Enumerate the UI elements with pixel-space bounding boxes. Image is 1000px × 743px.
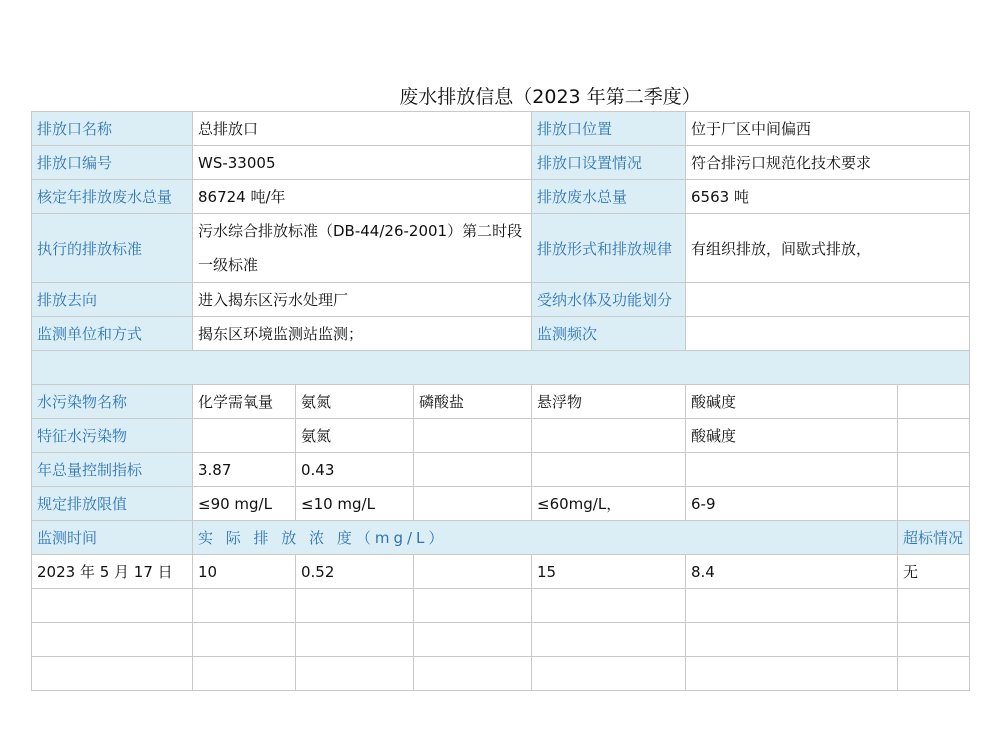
monitor-freq-value (686, 317, 970, 351)
characteristic-cell (193, 419, 296, 453)
pollutant-name-cell: 酸碱度 (686, 385, 898, 419)
pollutant-name-cell: 化学需氧量 (193, 385, 296, 419)
monitor-date-cell (32, 657, 193, 691)
monitor-unit-value: 揭东区环境监测站监测； (193, 317, 532, 351)
concentration-cell: 15 (532, 555, 686, 589)
monitor-date-cell: 2023 年 5 月 17 日 (32, 555, 193, 589)
limit-label: 规定排放限值 (32, 487, 193, 521)
characteristic-cell (414, 419, 532, 453)
discharge-mode-value: 有组织排放，间歇式排放， (686, 214, 970, 283)
concentration-cell (686, 657, 898, 691)
annual-quota-value: 86724 吨/年 (193, 180, 532, 214)
concentration-cell (414, 623, 532, 657)
exceed-cell (898, 623, 970, 657)
outlet-code-value: WS-33005 (193, 146, 532, 180)
characteristic-cell: 酸碱度 (686, 419, 898, 453)
standard-value: 污水综合排放标准（DB-44/26-2001）第二时段一级标准 (193, 214, 532, 283)
annual-control-cell (686, 453, 898, 487)
pollutant-name-cell: 氨氮 (296, 385, 414, 419)
concentration-cell: 8.4 (686, 555, 898, 589)
concentration-cell (686, 589, 898, 623)
annual-quota-label: 核定年排放废水总量 (32, 180, 193, 214)
characteristic-cell (898, 419, 970, 453)
characteristic-cell: 氨氮 (296, 419, 414, 453)
section-divider-row (32, 351, 970, 385)
monitor-date-cell (32, 623, 193, 657)
monitor-unit-label: 监测单位和方式 (32, 317, 193, 351)
outlet-name-value: 总排放口 (193, 112, 532, 146)
receiving-water-value (686, 283, 970, 317)
annual-control-cell: 3.87 (193, 453, 296, 487)
concentration-cell: 0.52 (296, 555, 414, 589)
pollutant-name-cell: 悬浮物 (532, 385, 686, 419)
table-row (32, 521, 970, 555)
annual-control-cell (532, 453, 686, 487)
limit-cell: ≤90 mg/L (193, 487, 296, 521)
table-row (32, 589, 970, 623)
section-divider (32, 351, 970, 385)
annual-control-label: 年总量控制指标 (32, 453, 193, 487)
concentration-cell (686, 623, 898, 657)
destination-value: 进入揭东区污水处理厂 (193, 283, 532, 317)
outlet-code-label: 排放口编号 (32, 146, 193, 180)
exceed-cell (898, 657, 970, 691)
table-row (32, 623, 970, 657)
pollutant-names-label: 水污染物名称 (32, 385, 193, 419)
concentration-cell (532, 657, 686, 691)
annual-control-cell: 0.43 (296, 453, 414, 487)
receiving-water-label: 受纳水体及功能划分 (532, 283, 686, 317)
concentration-cell (296, 657, 414, 691)
discharge-total-label: 排放废水总量 (532, 180, 686, 214)
page-title: 废水排放信息（2023 年第二季度） (399, 86, 701, 108)
limit-cell: ≤10 mg/L (296, 487, 414, 521)
exceed-cell: 无 (898, 555, 970, 589)
outlet-location-value: 位于厂区中间偏西 (686, 112, 970, 146)
table-row (32, 419, 970, 453)
concentration-cell (296, 623, 414, 657)
table-row (32, 487, 970, 521)
discharge-total-value: 6563 吨 (686, 180, 970, 214)
table-row (32, 657, 970, 691)
concentration-cell (193, 657, 296, 691)
concentration-cell (296, 589, 414, 623)
table-row (32, 385, 970, 419)
characteristic-label: 特征水污染物 (32, 419, 193, 453)
exceed-cell (898, 589, 970, 623)
outlet-setup-label: 排放口设置情况 (532, 146, 686, 180)
table-row (32, 555, 970, 589)
limit-cell: 6-9 (686, 487, 898, 521)
table-row (32, 112, 970, 146)
table-row (32, 453, 970, 487)
table-row (32, 214, 970, 283)
limit-cell (898, 487, 970, 521)
concentration-cell: 10 (193, 555, 296, 589)
outlet-location-label: 排放口位置 (532, 112, 686, 146)
table-row (32, 317, 970, 351)
standard-label: 执行的排放标准 (32, 214, 193, 283)
wastewater-table (31, 111, 970, 691)
annual-control-cell (898, 453, 970, 487)
monitor-freq-label: 监测频次 (532, 317, 686, 351)
discharge-mode-label: 排放形式和排放规律 (532, 214, 686, 283)
annual-control-cell (414, 453, 532, 487)
destination-label: 排放去向 (32, 283, 193, 317)
concentration-cell (414, 555, 532, 589)
concentration-cell (414, 589, 532, 623)
outlet-setup-value: 符合排污口规范化技术要求 (686, 146, 970, 180)
concentration-cell (193, 589, 296, 623)
concentration-cell (193, 623, 296, 657)
pollutant-name-cell (898, 385, 970, 419)
monitor-date-cell (32, 589, 193, 623)
limit-cell (414, 487, 532, 521)
characteristic-cell (532, 419, 686, 453)
outlet-name-label: 排放口名称 (32, 112, 193, 146)
table-row (32, 146, 970, 180)
table-row (32, 180, 970, 214)
pollutant-name-cell: 磷酸盐 (414, 385, 532, 419)
limit-cell: ≤60mg/L， (532, 487, 686, 521)
monitor-time-label: 监测时间 (32, 521, 193, 555)
concentration-label: 实 际 排 放 浓 度（mg/L） (193, 521, 898, 555)
table-row (32, 283, 970, 317)
concentration-cell (532, 589, 686, 623)
concentration-cell (532, 623, 686, 657)
concentration-cell (414, 657, 532, 691)
exceed-label: 超标情况 (898, 521, 970, 555)
